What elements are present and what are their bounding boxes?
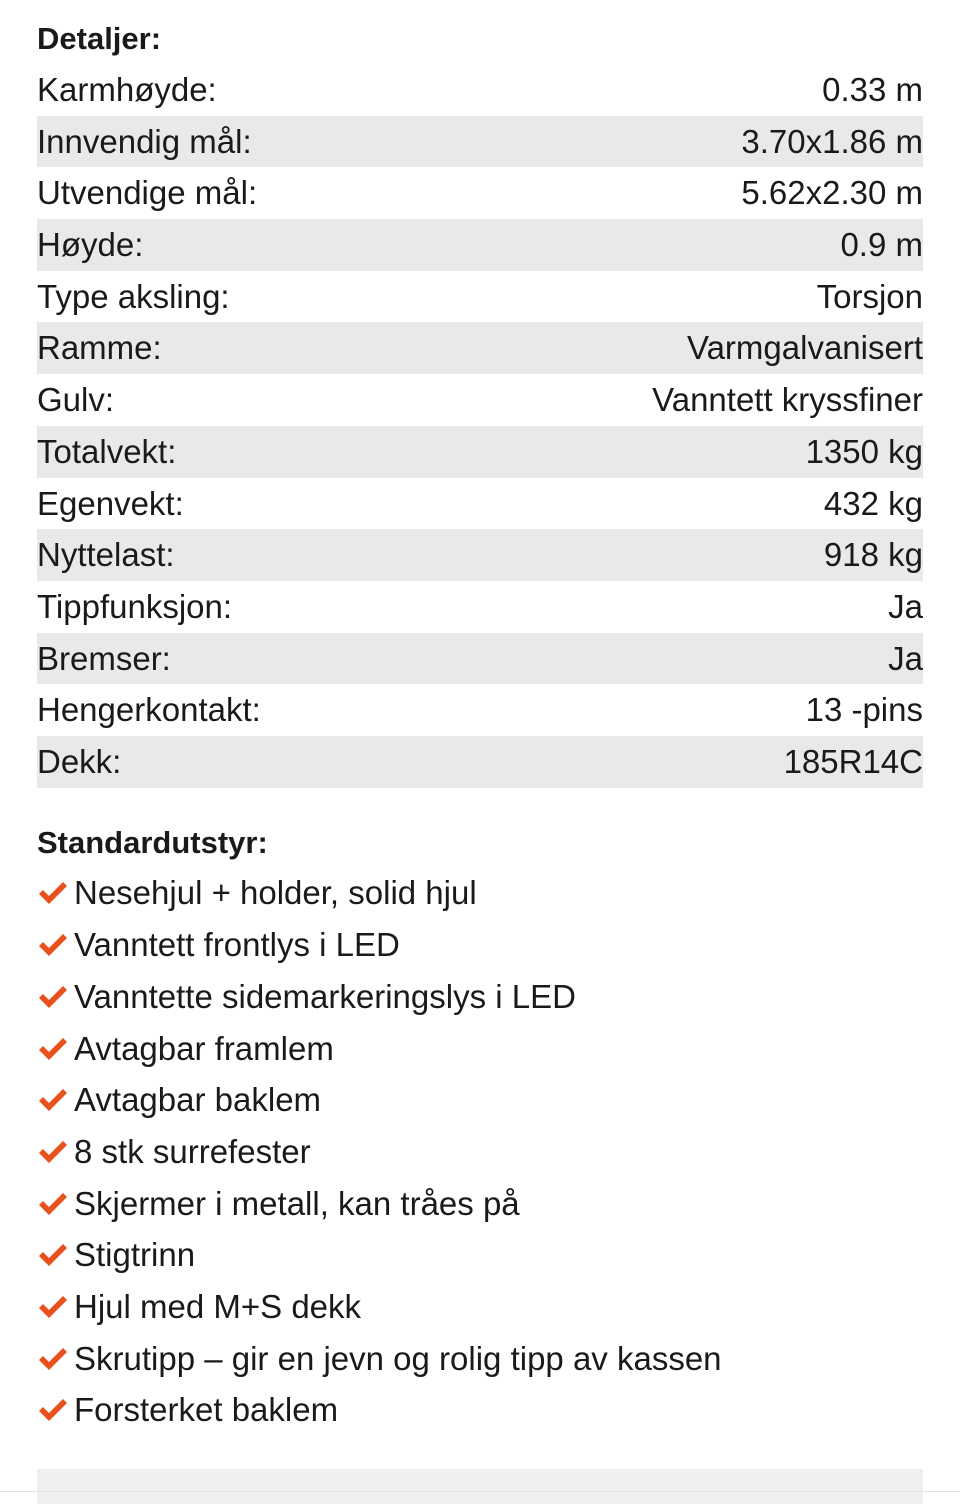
check-icon bbox=[37, 1346, 69, 1372]
spec-row bbox=[37, 271, 923, 323]
equipment-item bbox=[37, 971, 923, 1023]
check-icon bbox=[37, 1242, 69, 1268]
equipment-item-label: Stigtrinn bbox=[74, 1236, 196, 1274]
spec-row bbox=[37, 684, 923, 736]
equipment-item bbox=[37, 1281, 923, 1333]
equipment-item-label: Nesehjul + holder, solid hjul bbox=[74, 874, 477, 912]
check-icon bbox=[37, 1397, 69, 1423]
spec-label: Type aksling: bbox=[37, 277, 230, 315]
details-heading: Detaljer: bbox=[37, 21, 162, 56]
specs-table bbox=[37, 64, 923, 788]
spec-row bbox=[37, 374, 923, 426]
equipment-item bbox=[37, 1229, 923, 1281]
spec-value: Vanntett kryssfiner bbox=[652, 381, 923, 419]
spec-label: Dekk: bbox=[37, 742, 122, 780]
spec-value: Ja bbox=[888, 587, 923, 625]
equipment-item bbox=[37, 1023, 923, 1075]
equipment-item bbox=[37, 868, 923, 920]
spec-value: 13 -pins bbox=[805, 691, 923, 729]
check-icon bbox=[37, 984, 69, 1010]
spec-label: Egenvekt: bbox=[37, 484, 184, 522]
spec-row bbox=[37, 478, 923, 530]
footer-panel bbox=[37, 1469, 923, 1504]
spec-label: Utvendige mål: bbox=[37, 174, 258, 212]
check-icon bbox=[37, 1139, 69, 1165]
check-icon bbox=[37, 1036, 69, 1062]
equipment-item-label: Forsterket baklem bbox=[74, 1391, 339, 1429]
equipment-item bbox=[37, 1385, 923, 1437]
spec-value: 0.9 m bbox=[840, 226, 923, 264]
equipment-item bbox=[37, 1333, 923, 1385]
spec-row bbox=[37, 116, 923, 168]
spec-row bbox=[37, 736, 923, 788]
spec-value: 432 kg bbox=[823, 484, 923, 522]
spec-row bbox=[37, 529, 923, 581]
equipment-item-label: Avtagbar baklem bbox=[74, 1081, 322, 1119]
spec-value: 1350 kg bbox=[805, 432, 923, 470]
spec-label: Hengerkontakt: bbox=[37, 691, 261, 729]
check-icon bbox=[37, 1294, 69, 1320]
spec-label: Totalvekt: bbox=[37, 432, 177, 470]
spec-value: Ja bbox=[888, 639, 923, 677]
spec-row bbox=[37, 633, 923, 685]
equipment-item-label: Vanntett frontlys i LED bbox=[74, 926, 400, 964]
check-icon bbox=[37, 932, 69, 958]
spec-value: 918 kg bbox=[823, 536, 923, 574]
equipment-item bbox=[37, 1126, 923, 1178]
spec-row bbox=[37, 219, 923, 271]
check-icon bbox=[37, 1191, 69, 1217]
spec-label: Nyttelast: bbox=[37, 536, 175, 574]
check-icon bbox=[37, 1087, 69, 1113]
equipment-item bbox=[37, 1178, 923, 1230]
equipment-item-label: Vanntette sidemarkeringslys i LED bbox=[74, 977, 576, 1015]
equipment-heading: Standardutstyr: bbox=[37, 824, 268, 860]
check-icon bbox=[37, 880, 69, 906]
equipment-item-label: Skrutipp – gir en jevn og rolig tipp av kassen bbox=[74, 1339, 722, 1377]
spec-row bbox=[37, 64, 923, 116]
spec-value: Varmgalvanisert bbox=[687, 329, 923, 367]
spec-value: 0.33 m bbox=[822, 71, 923, 108]
spec-label: Karmhøyde: bbox=[37, 71, 217, 108]
product-details bbox=[37, 14, 923, 1436]
spec-row bbox=[37, 322, 923, 374]
spec-row bbox=[37, 426, 923, 478]
equipment-item-label: Hjul med M+S dekk bbox=[74, 1287, 362, 1325]
spec-row bbox=[37, 581, 923, 633]
spec-row bbox=[37, 167, 923, 219]
spec-label: Tippfunksjon: bbox=[37, 587, 233, 625]
spec-value: 5.62x2.30 m bbox=[741, 174, 923, 212]
spec-label: Innvendig mål: bbox=[37, 122, 252, 160]
spec-value: 185R14C bbox=[783, 742, 923, 780]
equipment-item-label: Skjermer i metall, kan tråes på bbox=[74, 1184, 520, 1222]
spec-value: 3.70x1.86 m bbox=[741, 122, 923, 160]
equipment-item-label: Avtagbar framlem bbox=[74, 1029, 334, 1067]
spec-label: Bremser: bbox=[37, 639, 171, 677]
spec-label: Høyde: bbox=[37, 226, 144, 264]
equipment-item-label: 8 stk surrefester bbox=[74, 1132, 311, 1170]
equipment-list bbox=[37, 868, 923, 1437]
spec-label: Ramme: bbox=[37, 329, 162, 367]
spec-label: Gulv: bbox=[37, 381, 115, 419]
equipment-item bbox=[37, 1074, 923, 1126]
spec-value: Torsjon bbox=[816, 277, 923, 315]
equipment-item bbox=[37, 919, 923, 971]
footer-divider bbox=[0, 1491, 960, 1492]
